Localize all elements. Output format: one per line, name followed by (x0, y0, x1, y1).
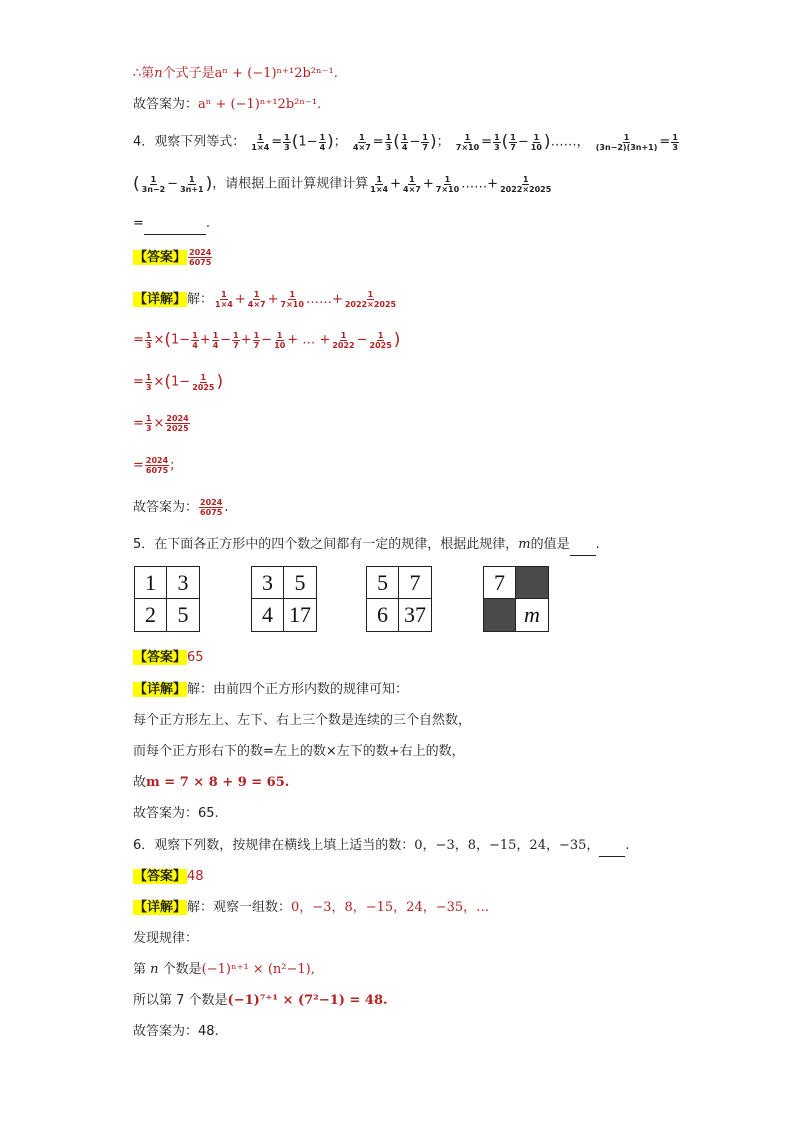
shaded-cell (516, 567, 548, 599)
fraction: $\frac{1}{4}$ (212, 330, 219, 350)
fraction: $\frac{1}{3}$ (494, 132, 500, 152)
fraction: $\frac{1}{7\times 10}$ (455, 132, 480, 152)
q4-step-5: = $\frac{2024}{6075}$ ; (133, 456, 175, 475)
prev-conclusion-line: ∴第n个式子是aⁿ + (−1)ⁿ⁺¹2b²ⁿ⁻¹. (133, 66, 338, 81)
fraction: $\frac{1}{4\times 7}$ (247, 290, 266, 309)
fraction: $\frac{1}{3}$ (145, 414, 152, 433)
number-square-4: 7 m (483, 566, 549, 632)
q5-explain-3: 故m = 7 × 8 + 9 = 65. (133, 775, 290, 790)
q4-detail-line: 【详解】解： $\frac{1}{1\times 4}$ + $\frac{1}{4\times 7}$ + $\frac{1}{7\times 10}$ ……+ $\frac{1}{2022\times 2025}$ (134, 290, 397, 309)
fraction: $\frac{1}{7}$ (253, 330, 260, 350)
fraction: $\frac{1}{3}$ (385, 132, 392, 152)
fraction: $\frac{1}{(3n-2)(3n+1)}$ (595, 132, 658, 152)
fraction: $\frac{1}{3}$ (284, 132, 290, 152)
fraction: $\frac{1}{4\times 7}$ (403, 174, 421, 194)
q4-step-4: = $\frac{1}{3}$ × $\frac{2024}{2025}$ (133, 414, 189, 433)
fraction: $\frac{1}{2022\times 2025}$ (344, 290, 397, 309)
fraction: $\frac{1}{1\times 4}$ (370, 174, 389, 194)
answer-tag: 【答案】 (134, 869, 187, 884)
fraction: $\frac{1}{2022}$ (332, 330, 355, 350)
fraction: $\frac{1}{2025}$ (369, 330, 392, 350)
fraction: $\frac{1}{3n-2}$ (141, 174, 166, 194)
fraction: $\frac{1}{3}$ (672, 132, 678, 152)
q6-rule-line: 第 n 个数是(−1)ⁿ⁺¹ × (n²−1), (133, 962, 315, 977)
prev-formula: aⁿ + (−1)ⁿ⁺¹2b²ⁿ⁻¹. (214, 66, 338, 81)
q6-stem-line: 6．观察下列数，按规律在横线上填上适当的数：0，−3，8，−15，24，−35， . (133, 836, 630, 857)
fraction: $\frac{1}{7\times 10}$ (435, 174, 460, 194)
number-square-1: 1 3 2 5 (134, 566, 200, 632)
q5-stem-line: 5．在下面各正方形中的四个数之间都有一定的规律，根据此规律，m的值是 . (133, 535, 600, 556)
q4-blank-line: = . (133, 214, 210, 235)
q4-step-3: = $\frac{1}{3}$ ×(1− $\frac{1}{2025}$ ) (133, 372, 224, 392)
q6-answer-line: 【答案】48 (134, 869, 204, 884)
detail-tag: 【详解】 (134, 900, 187, 915)
q4-stem-line: 4．观察下列等式： $\frac{1}{1\times 4}$ = $\frac{1}{3}$ (1− $\frac{1}{4}$ )； $\frac{1}{4\times 7}$ = $\frac{1}{3}$ ( $\frac{1}{4}$ − $\frac{1}{7}$ )； $\frac{1}{7\times 10}$ = $\frac{1}{3}$ ( $\frac{1}{7}$ − $\frac{1}{10}$ )……， $\frac{1}{(3n-2)(3n+1)}$ = $\frac{1}{3}$ (133, 132, 678, 152)
fraction: $\frac{1}{7\times 10}$ (280, 290, 304, 309)
fraction: $\frac{1}{4}$ (192, 330, 198, 350)
q5-explain-1: 每个正方形左上、左下、右上三个数是连续的三个自然数， (133, 713, 472, 728)
answer-blank[interactable] (570, 535, 596, 556)
fraction: $\frac{2024}{2025}$ (166, 414, 189, 433)
fraction: $\frac{1}{10}$ (530, 132, 542, 152)
fraction: $\frac{1}{7}$ (422, 132, 428, 152)
shaded-cell (484, 599, 516, 631)
fraction: $\frac{1}{3}$ (145, 372, 152, 392)
detail-tag: 【详解】 (134, 292, 187, 307)
fraction: $\frac{1}{4}$ (401, 132, 408, 152)
answer-blank[interactable] (599, 836, 625, 857)
q5-final-line: 故答案为：65. (133, 806, 219, 821)
fraction: $\frac{1}{2025}$ (192, 372, 215, 392)
q6-detail-line: 【详解】解：观察一组数：0，−3，8，−15，24，−35，… (134, 900, 490, 915)
number-square-3: 5 7 6 37 (366, 566, 432, 632)
answer-blank[interactable] (144, 214, 206, 235)
q4-final-line: 故答案为： $\frac{2024}{6075}$ . (133, 498, 229, 517)
q4-answer-line (133, 248, 213, 268)
fraction: $\frac{1}{4}$ (319, 132, 326, 152)
detail-tag: 【详解】 (134, 682, 187, 697)
fraction: $\frac{1}{7}$ (233, 330, 239, 350)
fraction: $\frac{1}{3}$ (145, 330, 152, 350)
fraction: $\frac{1}{1\times 4}$ (251, 132, 270, 152)
q4-stem-line-2: ( $\frac{1}{3n-2}$ − $\frac{1}{3n+1}$ )，请根据上面计算规律计算 $\frac{1}{1\times 4}$ + $\frac{1}{4\times 7}$ + $\frac{1}{7\times 10}$ ……+ $\frac{1}{2022\times 2025}$ (133, 174, 552, 194)
q6-found-line: 发现规律： (133, 931, 199, 946)
fraction: $\frac{1}{10}$ (274, 330, 286, 350)
q5-detail-line: 【详解】解：由前四个正方形内数的规律可知： (134, 682, 409, 697)
fraction: $\frac{1}{4\times 7}$ (352, 132, 371, 152)
prev-answer-formula: aⁿ + (−1)ⁿ⁺¹2b²ⁿ⁻¹. (198, 97, 322, 112)
answer-tag: 【答案】 (134, 650, 187, 665)
q5-answer-line: 【答案】65 (134, 650, 204, 665)
number-square-2: 3 5 4 17 (251, 566, 317, 632)
fraction: $\frac{2024}{6075}$ (145, 456, 169, 475)
prev-answer-line: 故答案为：aⁿ + (−1)ⁿ⁺¹2b²ⁿ⁻¹. (133, 97, 322, 112)
answer-tag: 【答案】 (134, 250, 187, 265)
q6-so-line: 所以第 7 个数是(−1)⁷⁺¹ × (7²−1) = 48. (133, 993, 388, 1008)
fraction: $\frac{1}{7}$ (510, 132, 516, 152)
fraction: $\frac{2024}{6075}$ (200, 498, 223, 517)
q5-explain-2: 而每个正方形右下的数=左上的数×左下的数+右上的数， (133, 744, 465, 759)
fraction: $\frac{1}{3n+1}$ (180, 174, 204, 194)
fraction: $\frac{1}{1\times 4}$ (215, 290, 233, 309)
fraction: $\frac{1}{2022\times 2025}$ (500, 174, 552, 194)
q4-step-2: = $\frac{1}{3}$ ×(1− $\frac{1}{4}$ + $\frac{1}{4}$ − $\frac{1}{7}$ + $\frac{1}{7}$ − $\frac{1}{10}$ + … + $\frac{1}{2022}$ − $\frac{1}{2025}$ ) (133, 330, 401, 350)
q6-final-line: 故答案为：48. (133, 1024, 219, 1039)
answer-fraction: $\frac{2024}{6075}$ (189, 248, 212, 267)
